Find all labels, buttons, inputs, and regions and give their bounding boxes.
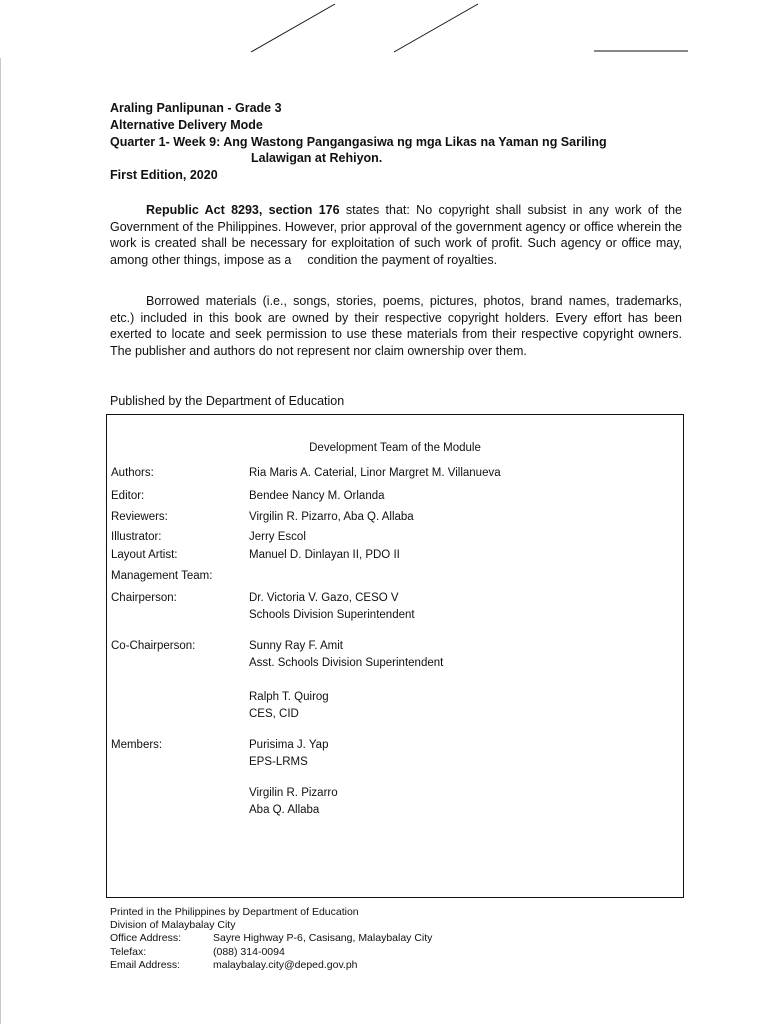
development-team-box — [106, 414, 684, 898]
team-member-name: Aba Q. Allaba — [249, 804, 320, 816]
signature-strokes — [0, 0, 768, 70]
footer-contact-row — [110, 946, 359, 959]
team-member-name: Purisima J. Yap — [249, 739, 329, 751]
page-left-border — [0, 58, 1, 1024]
footer-contact-label: Email Address: — [110, 958, 181, 971]
publisher-footer — [110, 906, 433, 972]
team-title: Development Team of the Module — [309, 442, 481, 454]
copyright-paragraph — [110, 202, 682, 268]
footer-contact-value: malaybalay.city@deped.gov.ph — [213, 958, 358, 971]
quarter-week-title-cont: Lalawigan at Rehiyon. — [251, 151, 383, 166]
team-member-name: Dr. Victoria V. Gazo, CESO V — [249, 592, 399, 604]
team-member-name: Asst. Schools Division Superintendent — [249, 657, 444, 669]
team-role-label: Editor: — [111, 490, 145, 502]
division-line: Division of Malaybalay City — [110, 919, 236, 932]
team-role-label: Layout Artist: — [111, 549, 178, 561]
copyright-text-end: condition the payment of royalties. — [307, 252, 498, 267]
team-member-name: Jerry Escol — [249, 531, 306, 543]
team-member-name: Manuel D. Dinlayan II, PDO II — [249, 549, 400, 561]
team-role-label: Management Team: — [111, 570, 213, 582]
team-member-name: Schools Division Superintendent — [249, 609, 415, 621]
team-role-label: Chairperson: — [111, 592, 177, 604]
published-by: Published by the Department of Education — [110, 394, 345, 408]
footer-contact-value: Sayre Highway P-6, Casisang, Malaybalay City — [213, 932, 433, 945]
team-role-label: Illustrator: — [111, 531, 162, 543]
team-member-name: EPS-LRMS — [249, 756, 308, 768]
footer-contact-value: (088) 314-0094 — [213, 945, 285, 958]
footer-contact-row — [110, 959, 359, 972]
borrowed-paragraph — [110, 293, 682, 359]
subject-grade: Araling Panlipunan - Grade 3 — [110, 101, 282, 115]
team-role-label: Co-Chairperson: — [111, 640, 196, 652]
footer-contact-label: Office Address: — [110, 932, 182, 945]
footer-contact-row — [110, 932, 433, 945]
team-member-name: CES, CID — [249, 708, 299, 720]
delivery-mode: Alternative Delivery Mode — [110, 117, 263, 132]
team-role-label: Members: — [111, 739, 163, 751]
team-member-name: Virgilin R. Pizarro, Aba Q. Allaba — [249, 511, 414, 523]
printed-line: Printed in the Philippines by Department of Education — [110, 906, 359, 918]
team-member-name: Ralph T. Quirog — [249, 691, 329, 703]
team-member-name: Bendee Nancy M. Orlanda — [249, 490, 385, 502]
team-role-label: Reviewers: — [111, 511, 168, 523]
copyright-text: states that: No copyright shall subsist in any work of the Government of the Philippines. However, prior approval of the government agency or office wherein the work is created shall be necessary for exploitation of such work of profit. Such agency or office may, among other things, impose as a — [110, 203, 682, 267]
module-header — [110, 100, 607, 184]
team-member-name: Sunny Ray F. Amit — [249, 640, 343, 652]
quarter-week-title: Quarter 1- Week 9: Ang Wastong Pangangasiwa ng mga Likas na Yaman ng Sariling — [110, 134, 607, 149]
borrowed-text: Borrowed materials (i.e., songs, stories, poems, pictures, photos, brand names, trademarks, etc.) included in this book are owned by their respective copyright holders. Every effort has been exerted to locate and seek permission to use these materials from their respective copyright owners. The publisher and authors do not represent nor claim ownership over them. — [110, 294, 682, 358]
team-role-label: Authors: — [111, 467, 154, 479]
copyright-act: Republic Act 8293, section 176 — [146, 203, 340, 217]
edition: First Edition, 2020 — [110, 168, 218, 183]
footer-contact-label: Telefax: — [110, 945, 147, 958]
team-member-name: Virgilin R. Pizarro — [249, 787, 338, 799]
team-member-name: Ria Maris A. Caterial, Linor Margret M. Villanueva — [249, 467, 501, 479]
